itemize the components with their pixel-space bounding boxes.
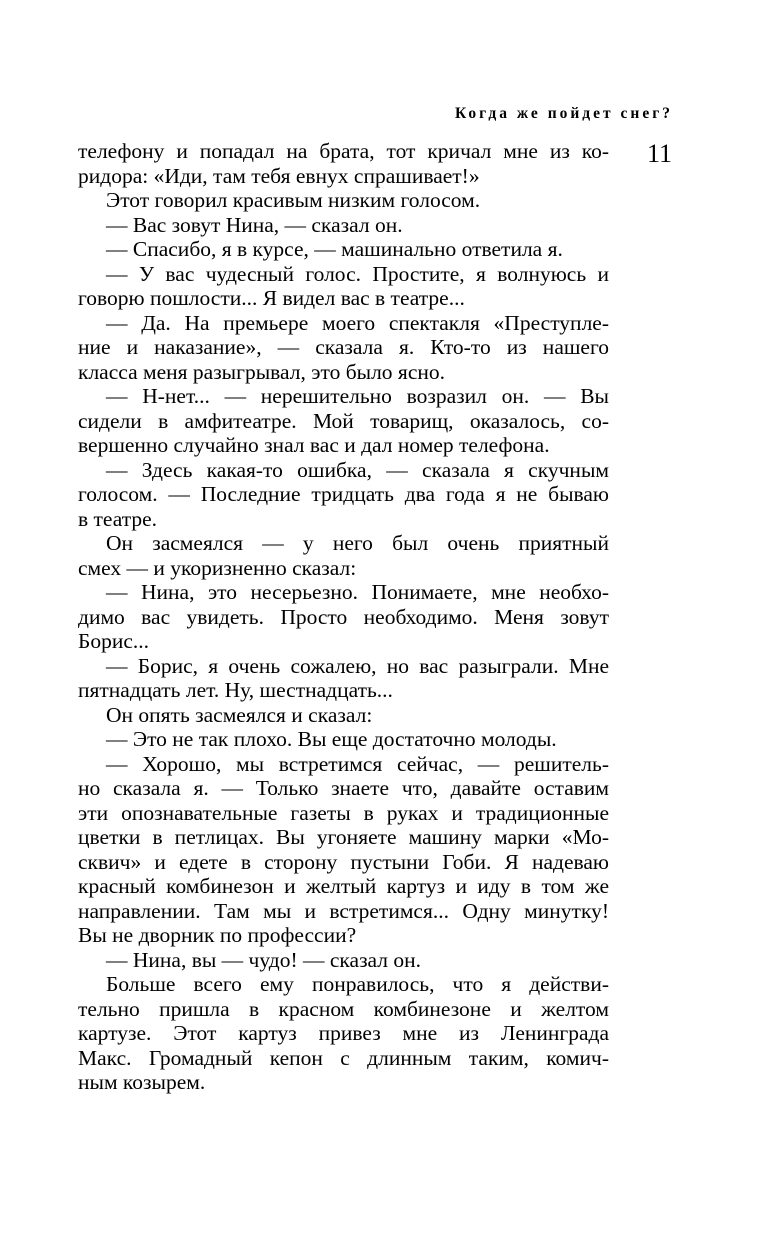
text-line: эти опознавательные газеты в руках и традиционные	[78, 800, 609, 825]
text-body	[78, 139, 609, 1095]
text-line: сквич» и едете в сторону пустыни Гоби. Я надеваю	[78, 849, 609, 874]
text-line: Макс. Громадный кепон с длинным таким, комич-	[78, 1045, 609, 1070]
text-line: Вы не дворник по профессии?	[78, 923, 357, 947]
text-line: красный комбинезон и желтый картуз и иду в том же	[78, 874, 609, 898]
text-line: Больше всего ему понравилось, что я действи-	[106, 972, 609, 996]
text-line: Он опять засмеялся и сказал:	[106, 702, 373, 727]
text-line: Он засмеялся — у него был очень приятный	[106, 531, 609, 555]
page-number: 11	[647, 139, 673, 168]
running-header: Когда же пойдет снег?	[454, 105, 673, 122]
text-line: телефону и попадал на брата, тот кричал мне из ко-	[78, 139, 609, 163]
text-line: цветки в петлицах. Вы угоняете машину марки «Мо-	[78, 825, 609, 849]
text-line: ние и наказание», — сказала я. Кто-то из нашего	[78, 335, 609, 359]
text-line: — Здесь какая-то ошибка, — сказала я скучным	[106, 457, 609, 482]
text-line: смех — и укоризненно сказал:	[78, 555, 357, 580]
text-line: димо вас увидеть. Просто необходимо. Меня зовут	[78, 604, 609, 629]
text-line: голосом. — Последние тридцать два года я не бываю	[78, 482, 609, 506]
text-line: — Нина, вы — чудо! — сказал он.	[106, 947, 422, 972]
text-line: — Спасибо, я в курсе, — машинально ответила я.	[106, 237, 563, 261]
text-line: — Хорошо, мы встретимся сейчас, — решитель-	[106, 751, 609, 776]
text-line: — Н-нет... — нерешительно возразил он. — Вы	[106, 384, 609, 408]
text-line: пятнадцать лет. Ну, шестнадцать...	[78, 678, 393, 702]
text-line: — Вас зовут Нина, — сказал он.	[106, 212, 403, 237]
text-line: — Нина, это несерьезно. Понимаете, мне необхо-	[106, 580, 609, 604]
text-line: тельно пришла в красном комбинезоне и желтом	[78, 996, 609, 1021]
text-line: но сказала я. — Только знаете что, давайте оставим	[78, 776, 609, 800]
text-line: картузе. Этот картуз привез мне из Ленинграда	[78, 1021, 609, 1045]
text-line: Борис...	[78, 629, 150, 653]
text-line: ридора: «Иди, там тебя евнух спрашивает!»	[78, 163, 480, 188]
text-line: — Борис, я очень сожалею, но вас разыграли. Мне	[106, 653, 609, 678]
text-line: — Это не так плохо. Вы еще достаточно молоды.	[106, 727, 557, 751]
text-line: говорю пошлости... Я видел вас в театре...	[78, 286, 465, 310]
text-line: направлении. Там мы и встретимся... Одну минутку!	[78, 898, 609, 923]
text-line: ным козырем.	[78, 1070, 206, 1094]
text-line: сидели в амфитеатре. Мой товарищ, оказалось, со-	[78, 408, 609, 433]
text-line: Этот говорил красивым низким голосом.	[106, 188, 481, 212]
text-line: — У вас чудесный голос. Простите, я волнуюсь и	[106, 261, 609, 286]
text-line: в театре.	[78, 506, 158, 531]
text-line: класса меня разыгрывал, это было ясно.	[78, 359, 445, 384]
text-line: вершенно случайно знал вас и дал номер телефона.	[78, 433, 550, 457]
text-line: — Да. На премьере моего спектакля «Преступле-	[106, 310, 609, 335]
